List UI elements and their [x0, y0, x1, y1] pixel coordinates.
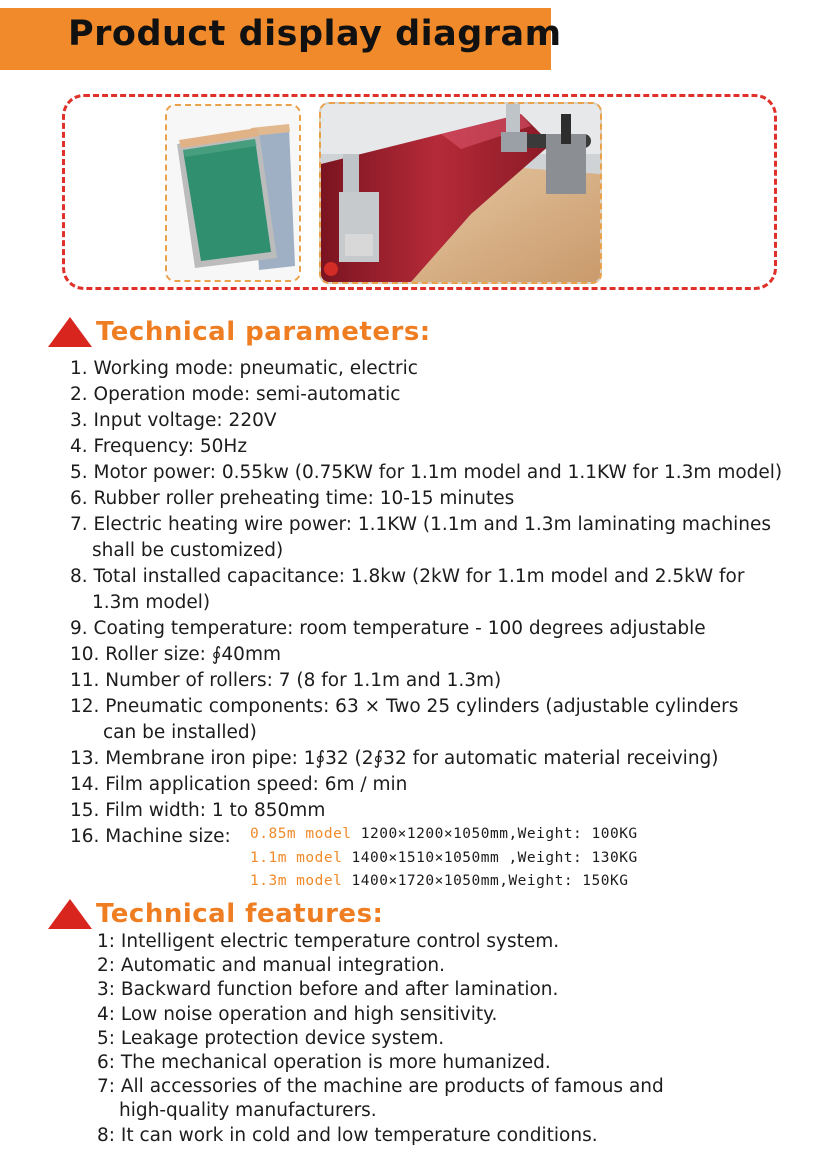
param-item: 4. Frequency: 50Hz: [70, 436, 248, 457]
param-item: 10. Roller size: ∮40mm: [70, 644, 281, 665]
laminating-machine-illustration: [321, 104, 600, 282]
feature-item: 5: Leakage protection device system.: [97, 1027, 445, 1049]
param-item: 16. Machine size:: [70, 826, 231, 847]
param-item: 8. Total installed capacitance: 1.8kw (2kW for 1.1m model and 2.5kW for: [70, 566, 745, 587]
laminating-machine-image: [319, 102, 602, 284]
warning-triangle-icon: [48, 317, 92, 347]
technical-features-list: [97, 930, 664, 1148]
param-item: 14. Film application speed: 6m / min: [70, 774, 408, 795]
feature-item: 4: Low noise operation and high sensitivity.: [97, 1003, 498, 1025]
param-item: 13. Membrane iron pipe: 1∮32 (2∮32 for automatic material receiving): [70, 748, 719, 769]
param-item: 2. Operation mode: semi-automatic: [70, 384, 401, 405]
param-item-continued: 1.3m model): [92, 592, 211, 613]
param-item-continued: can be installed): [103, 722, 257, 743]
technical-parameters-list: [70, 356, 782, 850]
technical-parameters-heading: Technical parameters:: [48, 312, 431, 352]
model-spec: 1400×1510×1050mm ,Weight: 130KG: [351, 850, 638, 866]
param-item: 6. Rubber roller preheating time: 10-15 minutes: [70, 488, 515, 509]
laminated-boards-illustration: [167, 106, 299, 280]
model-spec: 1200×1200×1050mm,Weight: 100KG: [360, 826, 638, 842]
technical-features-heading: Technical features:: [48, 894, 383, 934]
feature-item: 1: Intelligent electric temperature control system.: [97, 931, 560, 952]
param-item: 11. Number of rollers: 7 (8 for 1.1m and 1.3m): [70, 670, 502, 691]
model-line-13: [250, 873, 628, 889]
model-name: 1.3m model: [250, 873, 343, 889]
param-item-continued: shall be customized): [92, 540, 284, 561]
param-item: 7. Electric heating wire power: 1.1KW (1.1m and 1.3m laminating machines: [70, 514, 772, 535]
laminated-boards-image: [165, 104, 301, 282]
warning-triangle-icon: [48, 899, 92, 929]
model-spec: 1400×1720×1050mm,Weight: 150KG: [351, 873, 629, 889]
feature-item: 2: Automatic and manual integration.: [97, 955, 445, 977]
feature-item: 6: The mechanical operation is more humanized.: [97, 1052, 551, 1074]
param-item: 12. Pneumatic components: 63 × Two 25 cylinders (adjustable cylinders: [70, 696, 739, 717]
feature-item: 8: It can work in cold and low temperature conditions.: [97, 1124, 598, 1146]
model-line-11: [250, 850, 638, 866]
param-item: 5. Motor power: 0.55kw (0.75KW for 1.1m model and 1.1KW for 1.3m model): [70, 462, 783, 483]
param-item: 3. Input voltage: 220V: [70, 410, 277, 431]
param-item: 15. Film width: 1 to 850mm: [70, 800, 326, 821]
param-item: 1. Working mode: pneumatic, electric: [70, 358, 418, 379]
param-item: 9. Coating temperature: room temperature - 100 degrees adjustable: [70, 618, 706, 639]
feature-item: 3: Backward function before and after lamination.: [97, 979, 559, 1001]
feature-item-continued: high-quality manufacturers.: [119, 1100, 377, 1122]
model-name: 1.1m model: [250, 850, 343, 866]
feature-item: 7: All accessories of the machine are products of famous and: [97, 1076, 664, 1098]
model-name: 0.85m model: [250, 826, 352, 842]
model-line-085: [250, 826, 638, 842]
page-title: Product display diagram: [68, 14, 562, 54]
